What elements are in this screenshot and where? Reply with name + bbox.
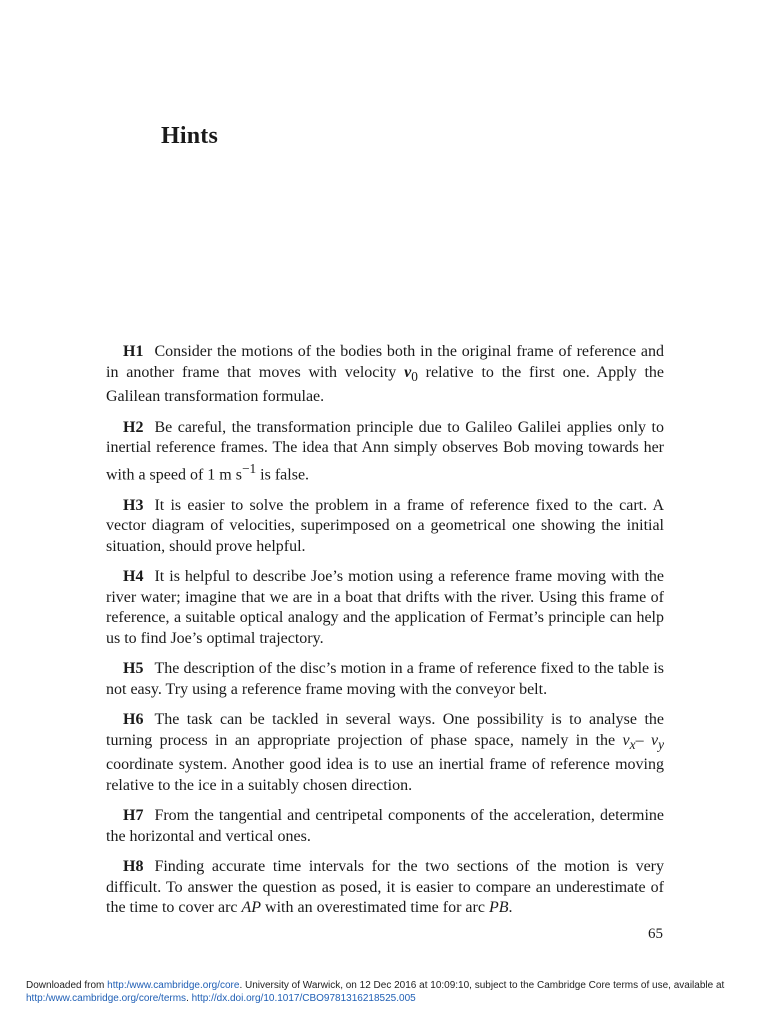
hint-label: H8 (123, 858, 144, 876)
vy-subscript: y (658, 736, 665, 752)
hint-text: From the tangential and centripetal components of the acceleration, determine the horizontal and vertical ones. (106, 807, 664, 845)
page-number: 65 (648, 926, 663, 942)
hint-text: The task can be tackled in several ways. One possibility is to analyse the turning process in an appropriate projection of phase space, namely in the (106, 711, 664, 749)
doi-link[interactable]: http://dx.doi.org/10.1017/CBO9781316218525.005 (191, 993, 416, 1004)
chapter-title: Hints (161, 123, 219, 149)
hint-label: H1 (123, 343, 144, 360)
hint-label: H5 (123, 660, 144, 678)
hint-text: Finding accurate time intervals for the two sections of the motion is very difficult. To answer the question as posed, it is easier to compare an underestimate of the time to cover arc (106, 858, 664, 917)
cambridge-core-link[interactable]: http:/www.cambridge.org/core (107, 980, 240, 991)
hint-label: H3 (123, 496, 144, 514)
hint-label: H2 (123, 418, 144, 436)
terms-link[interactable]: http:/www.cambridge.org/core/terms (26, 993, 187, 1004)
hints-list (106, 342, 664, 929)
hint-text: Consider the motions of the bodies both in the original frame of reference and in another frame that moves with velocity (106, 343, 664, 381)
hint-text: coordinate system. Another good idea is to use an inertial frame of reference moving relative to the ice in a suitably chosen direction. (106, 756, 664, 794)
footer-text: . University of Warwick, on 12 Dec 2016 at 10:09:10, subject to the Cambridge Core terms of use, available at (239, 980, 725, 991)
arc-ap: AP (241, 899, 262, 917)
hint-text: relative to the first one. Apply the Galilean transformation formulae. (106, 363, 664, 406)
dash: – (635, 731, 651, 749)
hint-text: It is easier to solve the problem in a frame of reference fixed to the cart. A vector diagram of velocities, superimposed on a geometrical one showing the initial situation, should prove helpful. (106, 496, 664, 555)
velocity-symbol: v (404, 363, 412, 381)
hint-h5 (106, 659, 664, 700)
hint-text: . (508, 899, 513, 917)
hint-h7 (106, 806, 664, 847)
hint-h6 (106, 710, 664, 796)
hint-h3 (106, 496, 664, 558)
vx-subscript: x (629, 736, 636, 752)
unit-exponent: −1 (241, 460, 257, 476)
download-footer (26, 979, 746, 1005)
hint-h4 (106, 567, 664, 649)
vy-symbol: v (650, 731, 659, 749)
footer-separator: . (186, 993, 192, 1004)
hint-label: H7 (123, 807, 144, 825)
footer-prefix: Downloaded from (26, 980, 108, 991)
hint-text: It is helpful to describe Joe’s motion using a reference frame moving with the river water; imagine that we are in a boat that drifts with the river. Using this frame of reference, a suitable optical analogy and the application of Fermat’s principle can help us to find Joe’s optimal trajectory. (106, 568, 664, 647)
hint-text: with an overestimated time for arc (261, 899, 489, 917)
hint-text: The description of the disc’s motion in a frame of reference fixed to the table is not easy. Try using a reference frame moving with the conveyor belt. (106, 660, 664, 698)
hint-label: H6 (123, 711, 144, 729)
arc-pb: PB (488, 899, 509, 917)
hint-label: H4 (123, 568, 144, 586)
hint-text: is false. (256, 466, 310, 484)
vx-symbol: v (622, 731, 630, 749)
velocity-subscript: 0 (411, 368, 418, 384)
hint-text: Be careful, the transformation principle due to Galileo Galilei applies only to inertial reference frames. The idea that Ann simply observes Bob moving towards her with a speed of 1 m s (106, 418, 664, 484)
hint-h2 (106, 418, 664, 486)
hint-h1 (106, 342, 664, 408)
hint-h8 (106, 857, 664, 919)
